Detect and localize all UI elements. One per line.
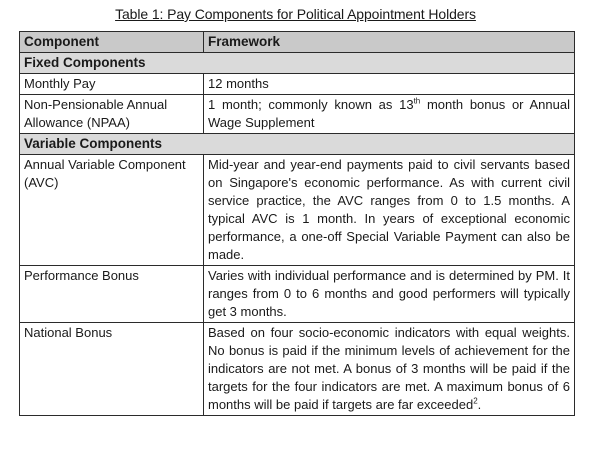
framework-cell-npaa	[204, 95, 575, 134]
pay-components-table	[19, 31, 575, 416]
component-cell-performance-bonus: Performance Bonus	[20, 266, 204, 323]
framework-cell-avc: Mid-year and year-end payments paid to civil servants based on Singapore's economic performance. As with current civil service practice, the AVC ranges from 0 to 1.5 months. A typical AVC is 1 month. In years of exceptional economic performance, a one-off Special Variable Payment can also be made.	[204, 155, 575, 266]
national-bonus-period: .	[477, 397, 482, 412]
npaa-text-end: month bonus or Annual Wage Supplement	[208, 97, 570, 130]
component-cell-avc: Annual Variable Component (AVC)	[20, 155, 204, 266]
table-row	[20, 95, 575, 134]
table-row	[20, 323, 575, 416]
component-cell-monthly-pay: Monthly Pay	[20, 74, 204, 95]
table-title: Table 1: Pay Components for Political Appointment Holders	[115, 6, 476, 22]
section-row-fixed	[20, 53, 575, 74]
column-header-framework: Framework	[204, 32, 575, 53]
section-row-variable	[20, 134, 575, 155]
national-bonus-text: Based on four socio-economic indicators with equal weights. No bonus is paid if the minimum levels of achievement for the indicators are not met. A bonus of 3 months will be paid if the targets for the four indicators are met. A maximum bonus of 6 months will be paid if targets are far exceeded	[208, 325, 570, 412]
component-cell-npaa: Non-Pensionable Annual Allowance (NPAA)	[20, 95, 204, 134]
column-header-component: Component	[20, 32, 204, 53]
component-cell-national-bonus: National Bonus	[20, 323, 204, 416]
npaa-text-start: 1 month; commonly known as 13	[208, 97, 414, 112]
table-row	[20, 155, 575, 266]
framework-cell-national-bonus	[204, 323, 575, 416]
footnote-marker: 2	[473, 396, 478, 406]
header-row	[20, 32, 575, 53]
table-row	[20, 74, 575, 95]
section-heading-variable: Variable Components	[20, 134, 575, 155]
framework-cell-performance-bonus: Varies with individual performance and is determined by PM. It ranges from 0 to 6 months and good performers will typically get 3 months.	[204, 266, 575, 323]
table-row	[20, 266, 575, 323]
section-heading-fixed: Fixed Components	[20, 53, 575, 74]
npaa-superscript: th	[413, 96, 421, 106]
framework-cell-monthly-pay: 12 months	[204, 74, 575, 95]
